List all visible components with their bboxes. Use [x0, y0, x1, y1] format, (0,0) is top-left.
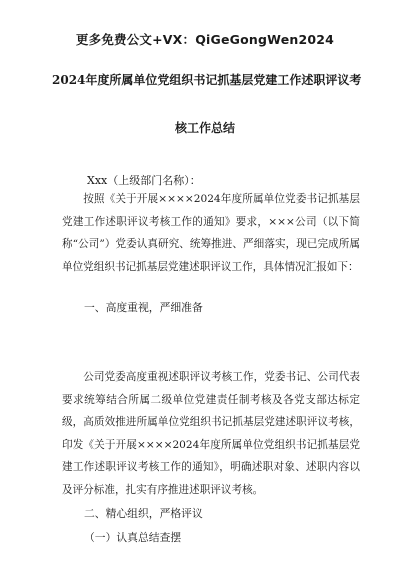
- salutation: Xxx（上级部门名称）：: [87, 174, 201, 187]
- watermark-header: 更多免费公文+VX：QiGeGongWen2024: [75, 32, 335, 47]
- document-title-line2: 核工作总结: [174, 121, 235, 135]
- document-title-line1: 2024年度所属单位党组织书记抓基层党建工作述职评议考: [52, 73, 362, 87]
- section-heading-2: 二、精心组织，严格评议: [84, 507, 203, 520]
- subsection-heading-1: （一）认真总结查摆: [84, 531, 182, 544]
- paragraph-section-1: 公司党委高度重视述职评议考核工作，党委书记、公司代表要求统筹结合所属二级单位党建责任制考核及各党支部达标定级，高质效推进所属单位党组织书记抓基层党建述职评议考核，印发《关于开展××××2024年度所属单位党组织书记抓基层党建工作述职评议考核工作的通知》，明确述职对象、述职内容以及评分标准，扎实有序推进述职评议考核。: [62, 371, 360, 496]
- paragraph-intro: 按照《关于开展××××2024年度所属单位党委书记抓基层党建工作述职评议考核工作的通知》要求，×××公司（以下简称“公司”）党委认真研究、统筹推进、严细落实，现已完成所属单位党组织书记抓基层党建述职评议工作，具体情况汇报如下：: [62, 193, 360, 273]
- section-heading-1: 一、高度重视，严细准备: [84, 301, 203, 314]
